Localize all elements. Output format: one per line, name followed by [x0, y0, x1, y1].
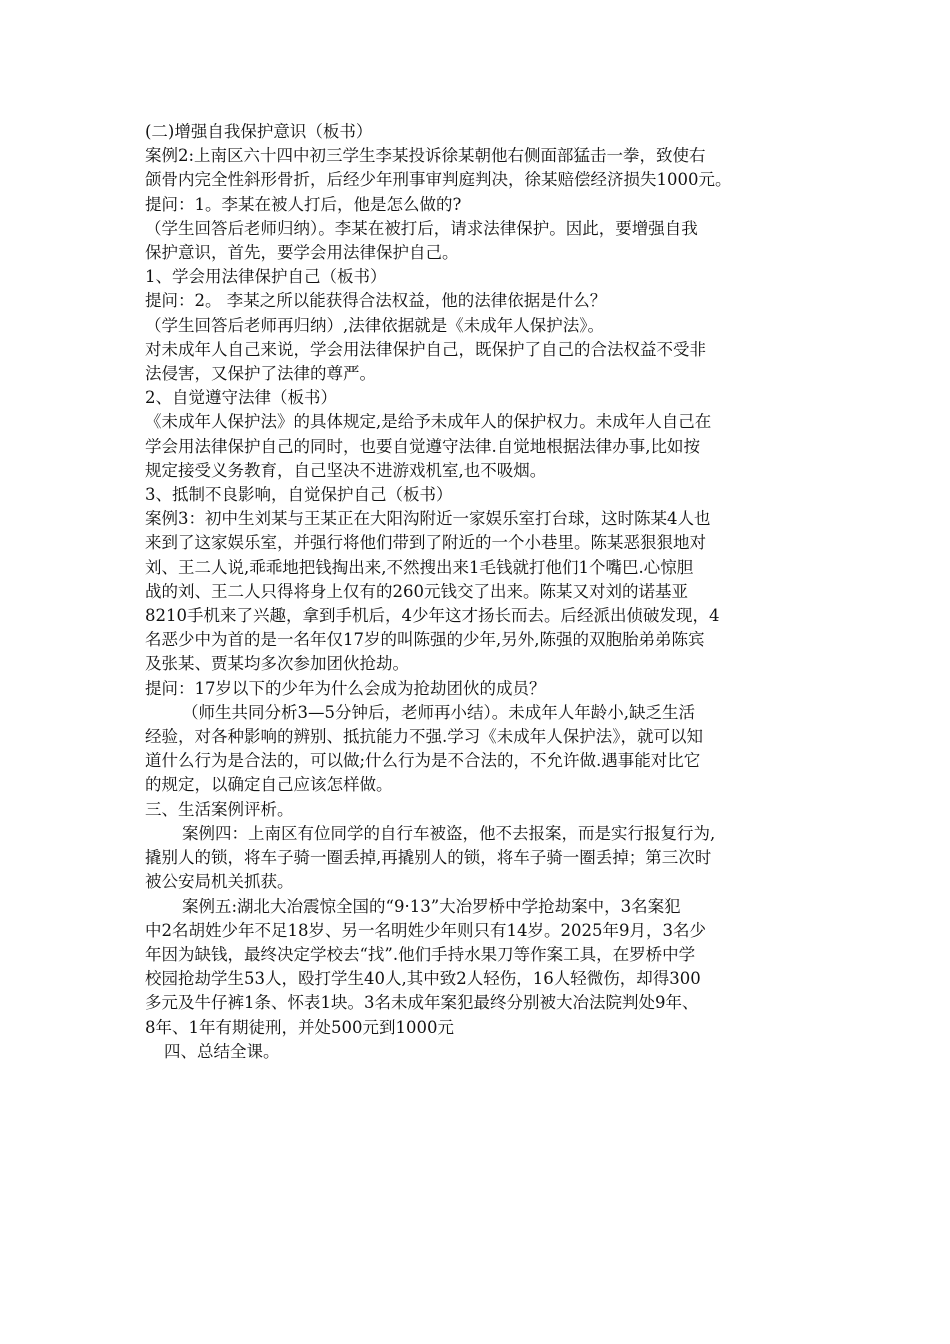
case-two-line: 案例2:上南区六十四中初三学生李某投诉徐某朝他右侧面部猛击一拳，致使右 [145, 146, 706, 166]
subheading-obey-law: 2、自觉遵守法律（板书） [145, 388, 337, 408]
case-five-line: 中2名胡姓少年不足18岁、另一名明姓少年则只有14岁。2025年9月，3名少 [145, 920, 706, 940]
case-five-line: 校园抢劫学生53人，殴打学生40人,其中致2人轻伤，16人轻微伤，却得300 [145, 969, 701, 989]
analysis-line: 道什么行为是合法的，可以做;什么行为是不合法的，不允许做.遇事能对比它 [145, 751, 701, 771]
paragraph-line: 《未成年人保护法》的具体规定,是给予未成年人的保护权力。未成年人自己在 [145, 412, 712, 432]
section-heading-case-analysis: 三、生活案例评析。 [145, 799, 294, 819]
case-two-line: 颌骨内完全性斜形骨折，后经少年刑事审判庭判决，徐某赔偿经济损失1000元。 [145, 170, 732, 190]
case-four-line: 撬别人的锁，将车子骑一圈丢掉,再撬别人的锁，将车子骑一圈丢掉；第三次时 [145, 848, 712, 868]
analysis-line: （师生共同分析3—5分钟后，老师再小结）。未成年人年龄小,缺乏生活 [182, 702, 695, 722]
case-three-line: 及张某、贾某均多次参加团伙抢劫。 [145, 654, 409, 674]
paragraph-line: 学会用法律保护自己的同时，也要自觉遵守法律.自觉地根据法律办事,比如按 [145, 436, 700, 456]
summary-line: 保护意识，首先，要学会用法律保护自己。 [145, 243, 459, 263]
case-five-line: 案例五:湖北大冶震惊全国的“9·13”大冶罗桥中学抢劫案中，3名案犯 [182, 896, 681, 916]
paragraph-line: 对未成年人自己来说，学会用法律保护自己，既保护了自己的合法权益不受非 [145, 339, 706, 359]
case-five-line: 8年、1年有期徒刑，并处500元到1000元 [145, 1017, 454, 1037]
case-four-line: 案例四：上南区有位同学的自行车被盗，他不去报案，而是实行报复行为, [182, 823, 716, 843]
case-three-line: 来到了这家娱乐室，并强行将他们带到了附近的一个小巷里。陈某恶狠狠地对 [145, 533, 706, 553]
analysis-line: 经验，对各种影响的辨别、抵抗能力不强.学习《未成年人保护法》，就可以知 [145, 727, 703, 747]
case-three-line: 战的刘、王二人只得将身上仅有的260元钱交了出来。陈某又对刘的诺基亚 [145, 581, 688, 601]
document-body [145, 120, 825, 1064]
subheading-resist-influence: 3、抵制不良影响，自觉保护自己（板书） [145, 485, 453, 505]
paragraph-line: 规定接受义务教育，自己坚决不进游戏机室,也不吸烟。 [145, 460, 547, 480]
question-one: 提问：1。李某在被人打后，他是怎么做的? [145, 194, 462, 214]
section-heading-summary: 四、总结全课。 [164, 1041, 280, 1061]
case-three-line: 刘、王二人说,乖乖地把钱掏出来,不然搜出来1毛钱就打他们1个嘴巴.心惊胆 [145, 557, 694, 577]
analysis-line: 的规定，以确定自己应该怎样做。 [145, 775, 393, 795]
case-four-line: 被公安局机关抓获。 [145, 872, 294, 892]
case-five-line: 年因为缺钱，最终决定学校去“找”.他们手持水果刀等作案工具，在罗桥中学 [145, 944, 696, 964]
case-three-line: 8210手机来了兴趣，拿到手机后，4少年这才扬长而去。后经派出侦破发现，4 [145, 606, 720, 626]
question-three: 提问：17岁以下的少年为什么会成为抢劫团伙的成员？ [145, 678, 546, 698]
case-three-line: 案例3：初中生刘某与王某正在大阳沟附近一家娱乐室打台球，这时陈某4人也 [145, 509, 711, 529]
summary-line: （学生回答后老师再归纳）,法律依据就是《未成年人保护法》。 [145, 315, 604, 335]
subheading-use-law: 1、学会用法律保护自己（板书） [145, 267, 387, 287]
paragraph-line: 法侵害，又保护了法律的尊严。 [145, 364, 376, 384]
case-three-line: 名恶少中为首的是一名年仅17岁的叫陈强的少年,另外,陈强的双胞胎弟弟陈宾 [145, 630, 705, 650]
section-heading-self-protection: (二)增强自我保护意识（板书） [145, 122, 373, 141]
summary-line: （学生回答后老师归纳）。李某在被打后，请求法律保护。因此，要增强自我 [145, 218, 698, 238]
question-two: 提问：2。 李某之所以能获得合法权益，他的法律依据是什么？ [145, 291, 607, 311]
case-five-line: 多元及牛仔裤1条、怀表1块。3名未成年案犯最终分别被大冶法院判处9年、 [145, 993, 699, 1013]
